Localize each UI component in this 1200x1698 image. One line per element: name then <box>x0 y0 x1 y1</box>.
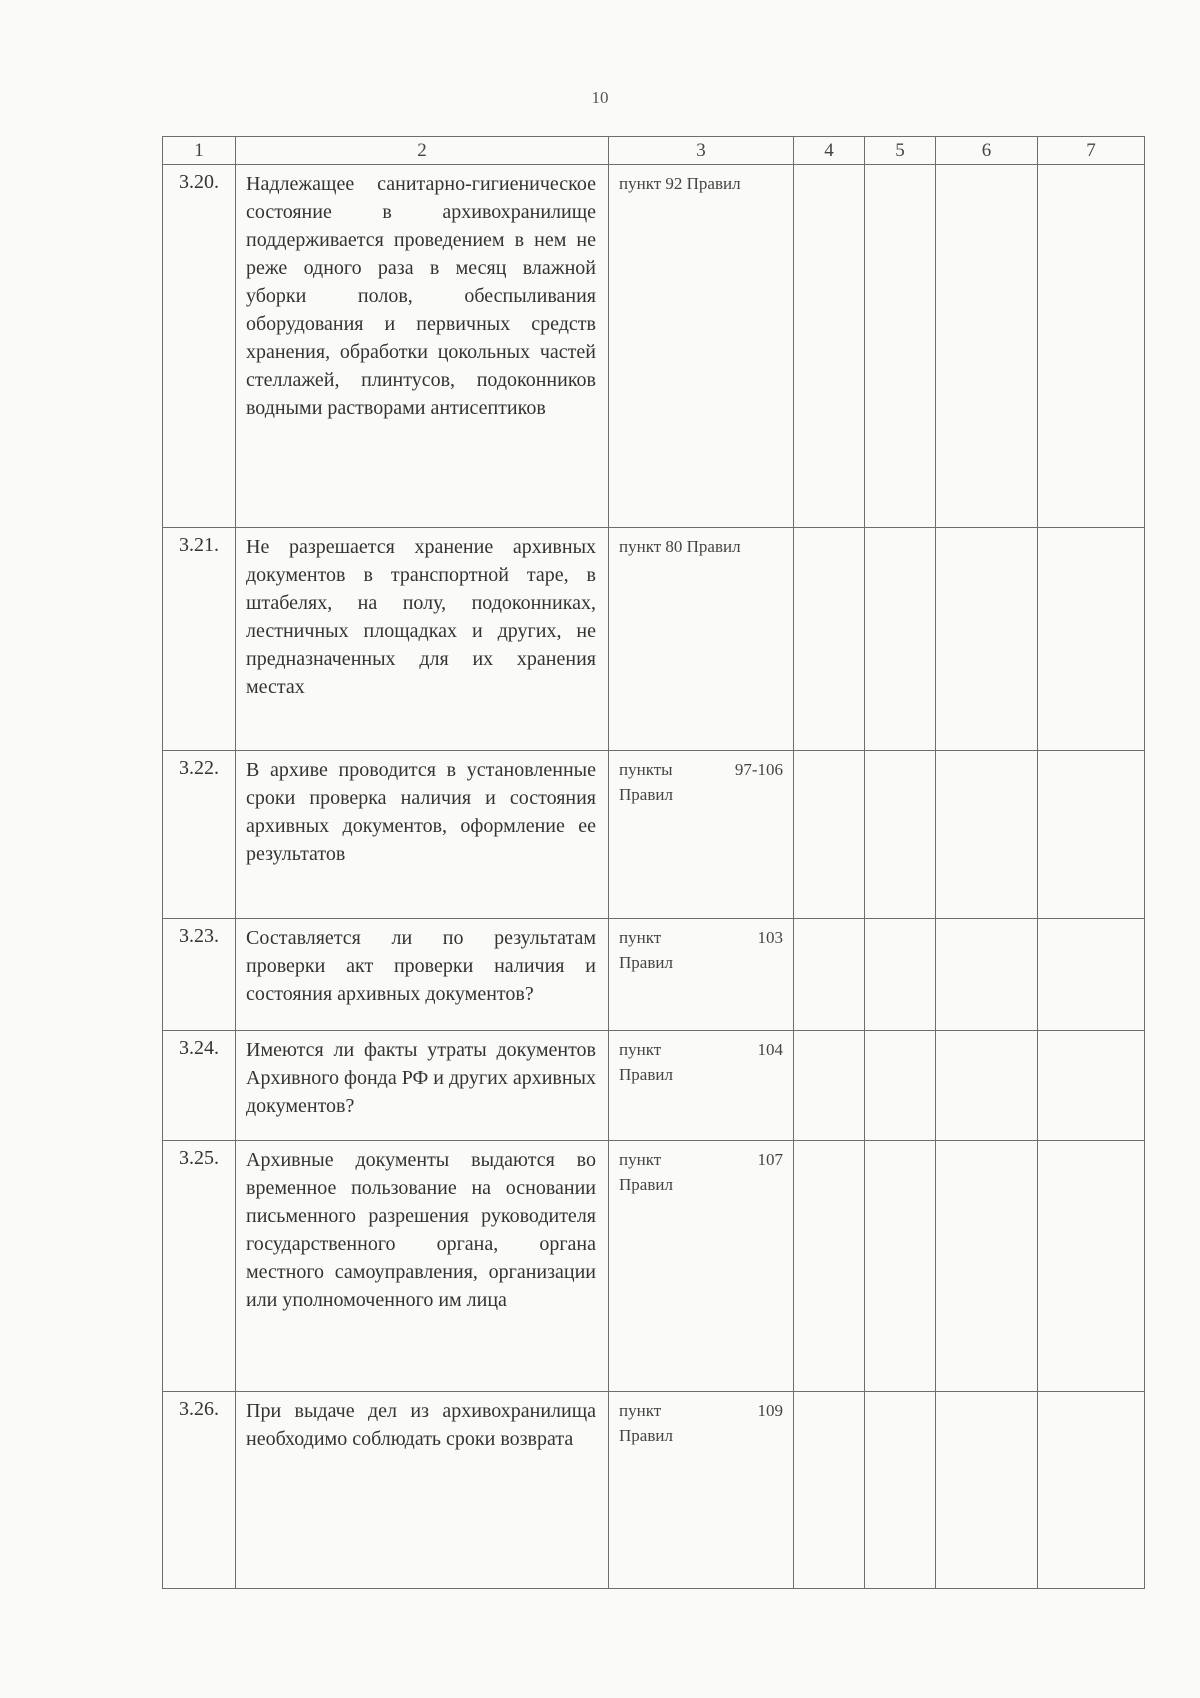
legal-reference <box>609 1141 794 1392</box>
empty-cell-col-5 <box>865 1031 936 1141</box>
empty-cell-col-7 <box>1038 751 1145 919</box>
column-header-7: 7 <box>1038 137 1145 165</box>
reference-line <box>619 534 783 559</box>
empty-cell-col-4 <box>794 1141 865 1392</box>
reference-clause: пункт <box>619 928 662 947</box>
reference-number: 104 <box>757 1040 783 1059</box>
empty-cell-col-5 <box>865 1141 936 1392</box>
reference-document: Правил <box>619 953 673 972</box>
table-row <box>163 1031 1145 1141</box>
legal-reference <box>609 1031 794 1141</box>
table-row <box>163 751 1145 919</box>
legal-reference <box>609 751 794 919</box>
column-header-2: 2 <box>236 137 609 165</box>
legal-reference <box>609 919 794 1031</box>
requirement-text: При выдаче дел из архивохранилища необходимо соблюдать сроки возврата <box>236 1392 609 1589</box>
legal-reference <box>609 165 794 528</box>
column-header-1: 1 <box>163 137 236 165</box>
empty-cell-col-7 <box>1038 1031 1145 1141</box>
table-row <box>163 528 1145 751</box>
reference-line <box>619 1037 783 1062</box>
reference-line <box>619 925 783 950</box>
reference-document: Правил <box>619 1175 673 1194</box>
requirement-text: Архивные документы выдаются во временное пользование на основании письменного разрешения руководителя государственного органа, органа местного самоуправления, организации или уполномоченного им лица <box>236 1141 609 1392</box>
table-row <box>163 1392 1145 1589</box>
empty-cell-col-7 <box>1038 165 1145 528</box>
row-number: 3.23. <box>163 919 236 1031</box>
reference-line <box>619 171 783 196</box>
empty-cell-col-5 <box>865 1392 936 1589</box>
reference-document: Правил <box>619 785 673 804</box>
row-number: 3.21. <box>163 528 236 751</box>
column-header-4: 4 <box>794 137 865 165</box>
empty-cell-col-7 <box>1038 1141 1145 1392</box>
requirement-text: Составляется ли по результатам проверки акт проверки наличия и состояния архивных документов? <box>236 919 609 1031</box>
header-row <box>163 137 1145 165</box>
table-row <box>163 919 1145 1031</box>
legal-reference <box>609 528 794 751</box>
requirement-text: Не разрешается хранение архивных документов в транспортной таре, в штабелях, на полу, подоконниках, лестничных площадках и других, не предназначенных для их хранения местах <box>236 528 609 751</box>
reference-clause: пункт 80 Правил <box>619 537 741 556</box>
empty-cell-col-5 <box>865 165 936 528</box>
row-number: 3.26. <box>163 1392 236 1589</box>
reference-clause: пункт <box>619 1040 662 1059</box>
empty-cell-col-4 <box>794 528 865 751</box>
empty-cell-col-5 <box>865 751 936 919</box>
reference-document: Правил <box>619 1426 673 1445</box>
row-number: 3.25. <box>163 1141 236 1392</box>
legal-reference <box>609 1392 794 1589</box>
reference-clause: пункты <box>619 760 673 779</box>
empty-cell-col-7 <box>1038 1392 1145 1589</box>
reference-number: 109 <box>757 1401 783 1420</box>
empty-cell-col-4 <box>794 165 865 528</box>
empty-cell-col-4 <box>794 1031 865 1141</box>
empty-cell-col-4 <box>794 919 865 1031</box>
empty-cell-col-5 <box>865 919 936 1031</box>
table-row <box>163 1141 1145 1392</box>
reference-line <box>619 1398 783 1423</box>
column-header-3: 3 <box>609 137 794 165</box>
row-number: 3.20. <box>163 165 236 528</box>
row-number: 3.24. <box>163 1031 236 1141</box>
empty-cell-col-7 <box>1038 919 1145 1031</box>
empty-cell-col-6 <box>936 1392 1038 1589</box>
requirement-text: Имеются ли факты утраты документов Архивного фонда РФ и других архивных документов? <box>236 1031 609 1141</box>
empty-cell-col-4 <box>794 1392 865 1589</box>
empty-cell-col-6 <box>936 1031 1038 1141</box>
empty-cell-col-6 <box>936 919 1038 1031</box>
reference-number: 103 <box>757 928 783 947</box>
reference-line <box>619 1147 783 1172</box>
empty-cell-col-6 <box>936 1141 1038 1392</box>
reference-clause: пункт <box>619 1401 662 1420</box>
reference-number: 97-106 <box>734 760 783 779</box>
empty-cell-col-7 <box>1038 528 1145 751</box>
reference-clause: пункт <box>619 1150 662 1169</box>
empty-cell-col-6 <box>936 528 1038 751</box>
empty-cell-col-5 <box>865 528 936 751</box>
reference-line <box>619 757 783 782</box>
column-header-6: 6 <box>936 137 1038 165</box>
table-row <box>163 165 1145 528</box>
requirement-text: Надлежащее санитарно-гигиеническое состояние в архивохранилище поддерживается проведением в нем не реже одного раза в месяц влажной уборки полов, обеспыливания оборудования и первичных средств хранения, обработки цокольных частей стеллажей, плинтусов, подоконников водными растворами антисептиков <box>236 165 609 528</box>
page-number: 10 <box>591 88 609 107</box>
reference-document: Правил <box>619 1065 673 1084</box>
empty-cell-col-6 <box>936 165 1038 528</box>
checklist-table <box>162 136 1145 1589</box>
reference-clause: пункт 92 Правил <box>619 174 741 193</box>
empty-cell-col-6 <box>936 751 1038 919</box>
row-number: 3.22. <box>163 751 236 919</box>
requirement-text: В архиве проводится в установленные сроки проверка наличия и состояния архивных документов, оформление ее результатов <box>236 751 609 919</box>
empty-cell-col-4 <box>794 751 865 919</box>
reference-number: 107 <box>757 1150 783 1169</box>
column-header-5: 5 <box>865 137 936 165</box>
